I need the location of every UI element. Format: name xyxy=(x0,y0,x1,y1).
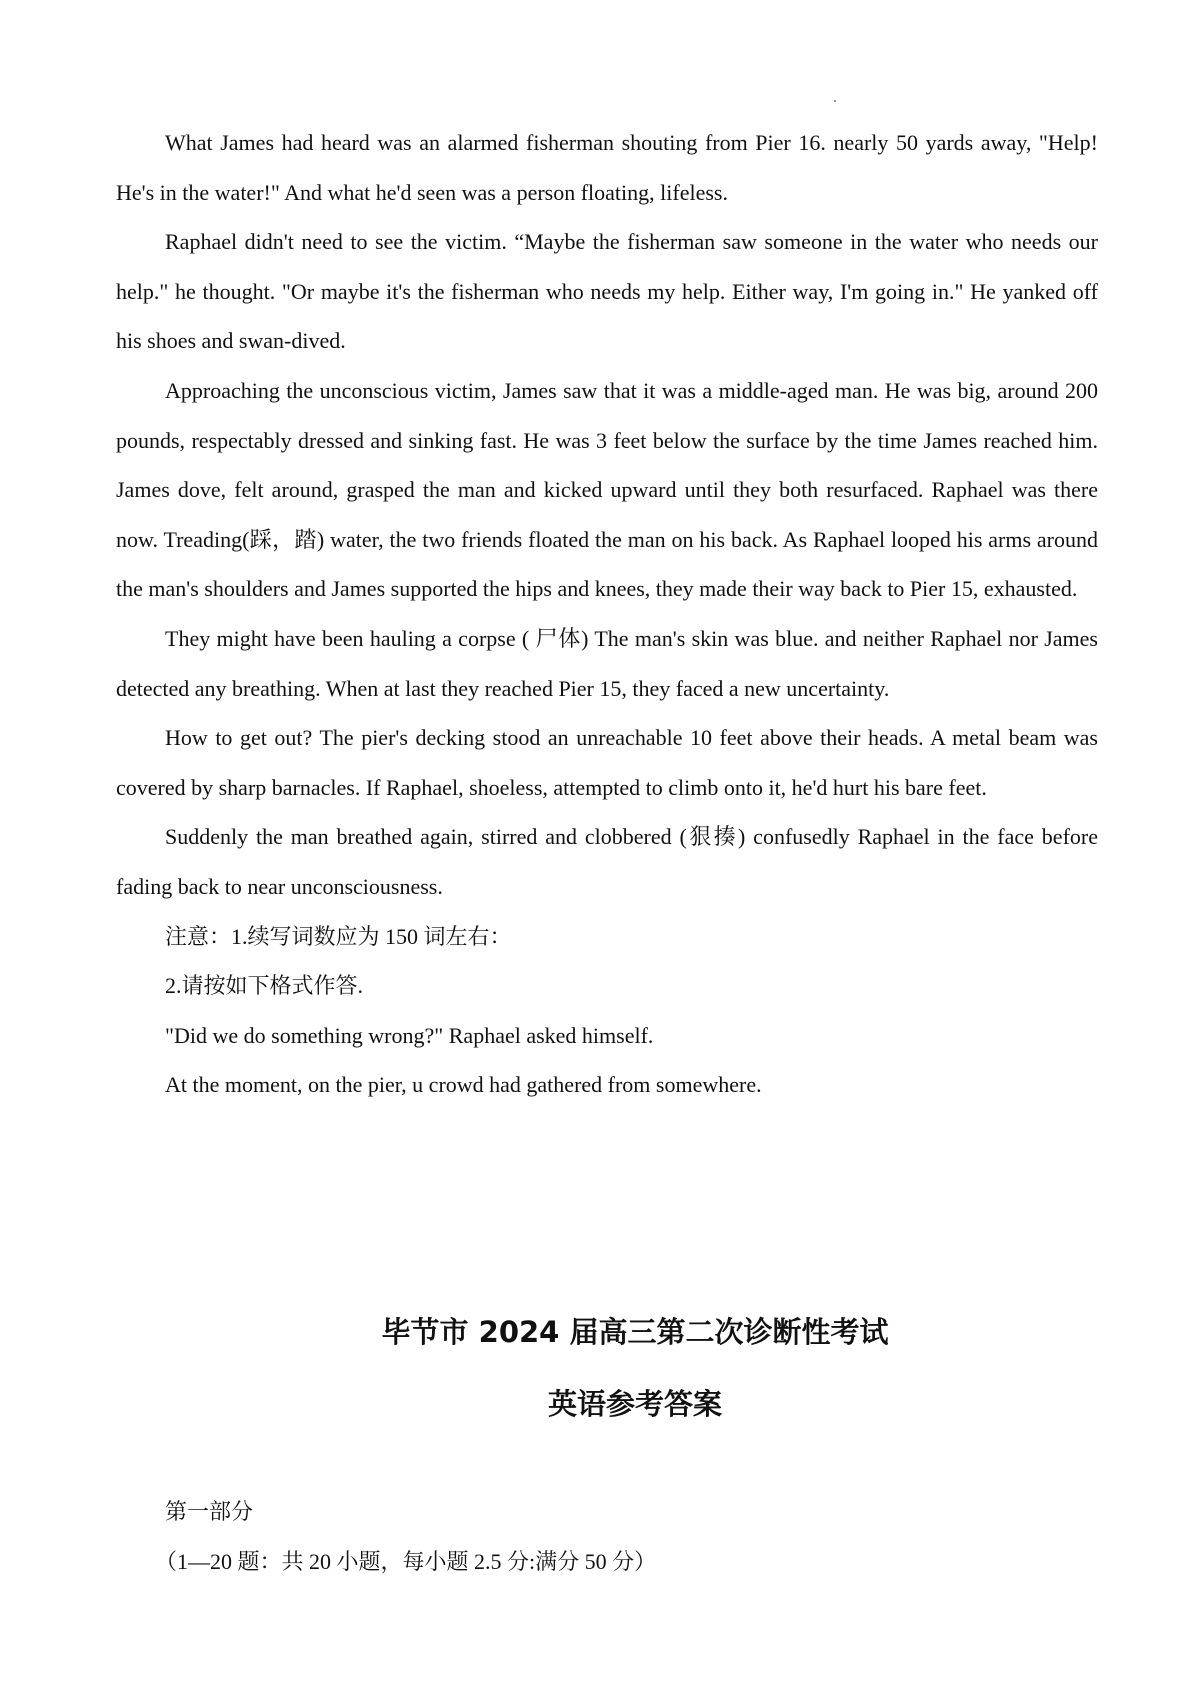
continuation-start-1: "Did we do something wrong?" Raphael asked himself. xyxy=(165,1022,654,1048)
passage-paragraph-6: Suddenly the man breathed again, stirred and clobbered (狠揍) confusedly Raphael in the face before fading back to near unconsciousness. xyxy=(116,824,1098,899)
continuation-passage xyxy=(116,118,1098,1110)
passage-paragraph-3: Approaching the unconscious victim, James saw that it was a middle-aged man. He was big, around 200 pounds, respectably dressed and sinking fast. He was 3 feet below the surface by the time James reached him. James dove, felt around, grasped the man and kicked upward until they both resurfaced. Raphael was there now. Treading(踩，踏) water, the two friends floated the man on his back. As Raphael looped his arms around the man's shoulders and James supported the hips and knees, they made their way back to Pier 15, exhausted. xyxy=(116,377,1098,602)
passage-paragraph-4: They might have been hauling a corpse ( 尸体) The man's skin was blue. and neither Raphael nor James detected any breathing. When at last they reached Pier 15, they faced a new uncertainty. xyxy=(116,625,1098,701)
passage-paragraph-5: How to get out? The pier's decking stood an unreachable 10 feet above their heads. A metal beam was covered by sharp barnacles. If Raphael, shoeless, attempted to climb onto it, he'd hurt his bare feet. xyxy=(116,725,1098,800)
answer-key-subtitle: 英语参考答案 xyxy=(547,1387,722,1421)
part-one-scoring-note: （1—20 题：共 20 小题，每小题 2.5 分:满分 50 分） xyxy=(155,1549,657,1574)
writing-note-2: 2.请按如下格式作答. xyxy=(165,973,364,999)
passage-paragraph-2: Raphael didn't need to see the victim. “Maybe the fisherman saw someone in the water who needs our help." he thought. "Or maybe it's the fisherman who needs my help. Either way, I'm going in." He yanked off his shoes and swan-dived. xyxy=(116,229,1098,354)
exam-title: 毕节市 2024 届高三第二次诊断性考试 xyxy=(381,1315,889,1349)
continuation-start-2: At the moment, on the pier, u crowd had gathered from somewhere. xyxy=(165,1072,762,1098)
scan-speck xyxy=(834,100,836,102)
writing-note-1: 注意：1.续写词数应为 150 词左右： xyxy=(165,923,512,949)
passage-paragraph-1: What James had heard was an alarmed fisherman shouting from Pier 16. nearly 50 yards away, "Help! He's in the water!" And what he'd seen was a person floating, lifeless. xyxy=(116,130,1098,205)
part-one-label: 第一部分 xyxy=(165,1499,254,1524)
